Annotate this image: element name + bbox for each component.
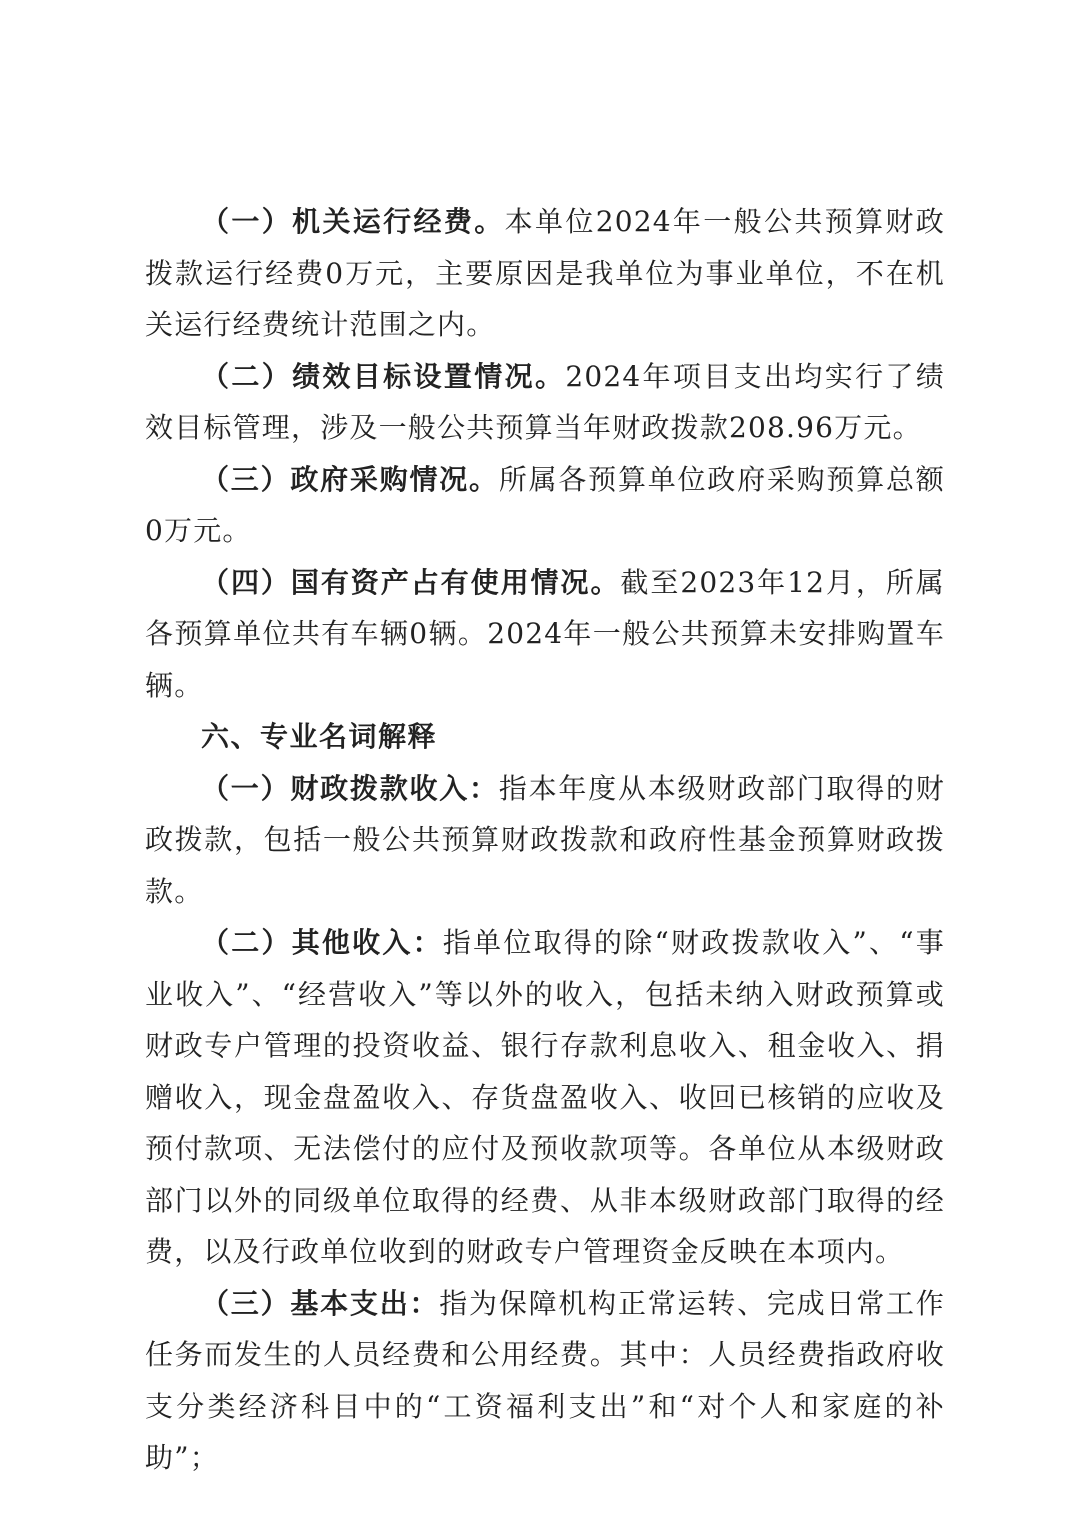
definition-text: 指为保障机构正常运转、完成日常工作任务而发生的人员经费和公用经费。其中：人员经费指政府收支分类经济科目中的“工资福利支出”和“对个人和家庭的补助”； — [145, 1286, 945, 1474]
paragraph-lead: （一）机关运行经费。 — [201, 205, 505, 238]
definition-fiscal-appropriation-income — [145, 763, 945, 918]
definition-basic-expenditure — [145, 1278, 945, 1484]
paragraph-lead: （四）国有资产占有使用情况。 — [201, 565, 621, 599]
paragraph-performance-targets — [145, 351, 945, 454]
definition-text: 指单位取得的除“财政拨款收入”、“事业收入”、“经营收入”等以外的收入，包括未纳入财政预算或财政专户管理的投资收益、银行存款利息收入、租金收入、捐赠收入，现金盘盈收入、存货盘盈收入、收回已核销的应收及预付款项、无法偿付的应付及预收款项等。各单位从本级财政部门以外的同级单位取得的经费、从非本级财政部门取得的经费，以及行政单位收到的财政专户管理资金反映在本项内。 — [145, 926, 945, 1268]
definition-other-income — [145, 917, 945, 1278]
definition-text: 指本年度从本级财政部门取得的财政拨款，包括一般公共预算财政拨款和政府性基金预算财政拨款。 — [145, 771, 945, 908]
paragraph-government-procurement — [145, 454, 945, 557]
definition-term: （二）其他收入： — [201, 926, 443, 959]
definition-term: （一）财政拨款收入： — [201, 771, 499, 805]
paragraph-admin-operating-costs — [145, 196, 945, 351]
section-title: 六、专业名词解释 — [201, 720, 438, 753]
definition-term: （三）基本支出： — [201, 1286, 440, 1320]
paragraph-state-assets — [145, 557, 945, 712]
paragraph-text: 截至2023年12月，所属各预算单位共有车辆0辆。2024年一般公共预算未安排购置车辆。 — [145, 565, 945, 702]
paragraph-lead: （二）绩效目标设置情况。 — [201, 359, 566, 393]
paragraph-lead: （三）政府采购情况。 — [201, 462, 499, 496]
paragraph-text: 本单位2024年一般公共预算财政拨款运行经费0万元，主要原因是我单位为事业单位，不在机关运行经费统计范围之内。 — [145, 205, 945, 341]
paragraph-text: 2024年项目支出均实行了绩效目标管理，涉及一般公共预算当年财政拨款208.96万元。 — [145, 359, 945, 444]
paragraph-text: 所属各预算单位政府采购预算总额0万元。 — [145, 462, 945, 547]
document-body — [145, 196, 945, 1484]
